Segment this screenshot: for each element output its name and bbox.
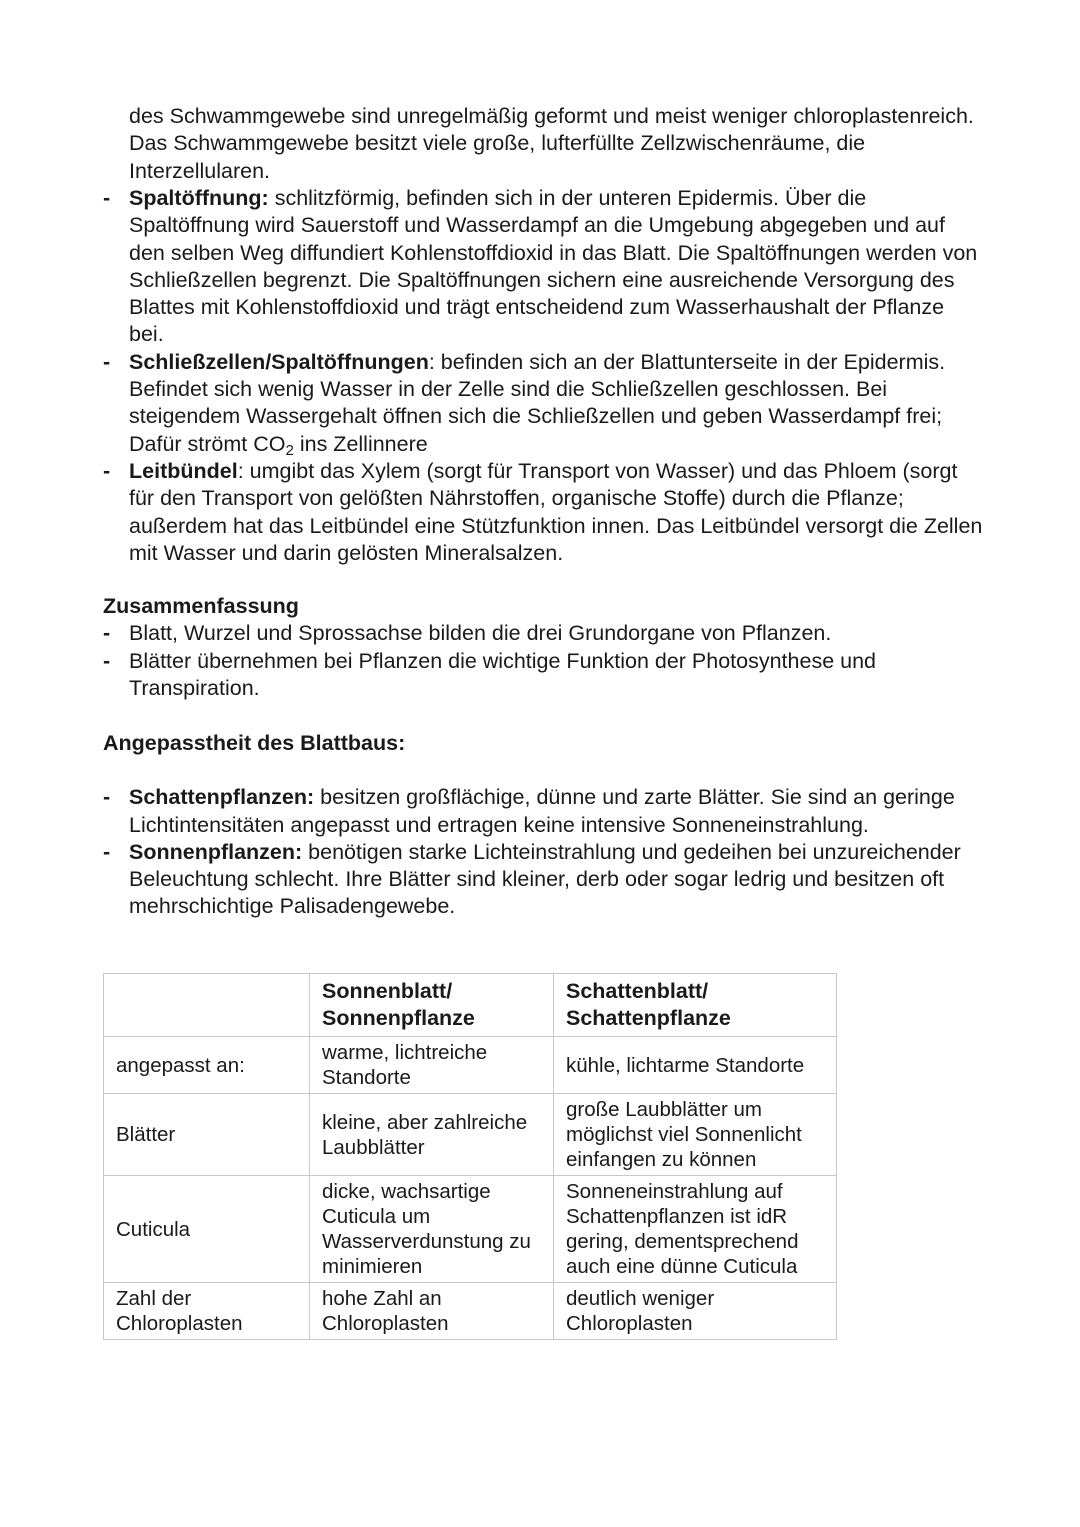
list-dash: - [103, 458, 111, 483]
term-label: Schattenpflanzen: [129, 785, 315, 810]
list-dash: - [103, 785, 111, 810]
term-description-end: ins Zellinnere [293, 431, 428, 456]
term-description: besitzen großflächige, dünne und zarte Blätter. Sie sind an geringe Lichtintensitäten angepasst und ertragen keine intensive Sonneneinstrahlung. [129, 785, 955, 837]
list-dash: - [103, 186, 111, 210]
table-cell: kühle, lichtarme Standorte [554, 1037, 837, 1094]
list-item-spaltoeffnung [103, 185, 983, 349]
table-row [104, 1176, 837, 1283]
term-description: : befinden sich an der Blattunterseite in der Epidermis. Befindet sich wenig Wasser in der Zelle sind die Schließzellen geschlossen. Bei steigendem Wassergehalt öffnen sich die Schließzellen und geben Wasserdampf frei; Dafür strömt CO [129, 349, 946, 456]
table-row [104, 1283, 837, 1340]
term-description: : umgibt das Xylem (sorgt für Transport von Wasser) und das Phloem (sorgt für den Transport von gelößten Nährstoffen, organische Stoffe) durch die Pflanze; außerdem hat das Leitbündel eine Stützfunktion innen. Das Leitbündel versorgt die Zellen mit Wasser und darin gelösten Mineralsalzen. [129, 458, 983, 565]
leaf-structure-list [103, 185, 983, 567]
table-cell: deutlich weniger Chloroplasten [554, 1283, 837, 1340]
table-header-cell: Schattenblatt/ Schattenpflanze [554, 974, 837, 1037]
intro-paragraph: des Schwammgewebe sind unregelmäßig geformt und meist weniger chloroplastenreich. Das Schwammgewebe besitzt viele große, lufterfüllte Zellzwischenräume, die Interzellularen. [129, 104, 974, 183]
table-row [104, 1094, 837, 1176]
list-dash: - [103, 349, 111, 374]
subscript: 2 [285, 441, 294, 459]
table-cell: Blätter [104, 1094, 310, 1176]
list-item [103, 620, 983, 647]
adaptation-list [103, 784, 983, 920]
adaptation-heading: Angepasstheit des Blattbaus: [103, 731, 406, 755]
list-item [103, 648, 983, 703]
table-cell: Zahl der Chloroplasten [104, 1283, 310, 1340]
term-label: Sonnenpflanzen: [129, 839, 303, 864]
table-cell: hohe Zahl an Chloroplasten [310, 1283, 554, 1340]
list-item-sonnenpflanzen [103, 839, 983, 921]
list-dash: - [103, 648, 111, 673]
table-cell: große Laubblätter um möglichst viel Sonnenlicht einfangen zu können [554, 1094, 837, 1176]
table-header-cell [104, 974, 310, 1037]
table-cell: dicke, wachsartige Cuticula um Wasserverdunstung zu minimieren [310, 1176, 554, 1283]
summary-section [103, 593, 983, 702]
leaf-structure-list-section [103, 185, 983, 567]
list-dash: - [103, 621, 111, 646]
table-row [104, 1037, 837, 1094]
comparison-table [103, 973, 837, 1340]
term-label: Leitbündel [129, 458, 238, 483]
summary-list [103, 620, 983, 702]
table-header-cell: Sonnenblatt/ Sonnenpflanze [310, 974, 554, 1037]
table-header-row [104, 974, 837, 1037]
adaptation-section [103, 730, 983, 921]
list-item-leitbuendel [103, 458, 983, 567]
term-description: schlitzförmig, befinden sich in der unteren Epidermis. Über die Spaltöffnung wird Sauerstoff und Wasserdampf an die Umgebung abgegeben und auf den selben Weg diffundiert Kohlenstoffdioxid in das Blatt. Die Spaltöffnungen werden von Schließzellen begrenzt. Die Spaltöffnungen sichern eine ausreichende Versorgung des Blattes mit Kohlenstoffdioxid und trägt entscheidend zum Wasserhaushalt der Pflanze bei. [129, 186, 978, 347]
term-label: Schließzellen/Spaltöffnungen [129, 349, 429, 374]
table-cell: kleine, aber zahlreiche Laubblätter [310, 1094, 554, 1176]
list-item-schattenpflanzen [103, 784, 983, 839]
list-item-text: Blatt, Wurzel und Sprossachse bilden die drei Grundorgane von Pflanzen. [129, 621, 832, 646]
table-cell: angepasst an: [104, 1037, 310, 1094]
term-description: benötigen starke Lichteinstrahlung und gedeihen bei unzureichender Beleuchtung schlecht. Ihre Blätter sind kleiner, derb oder sogar ledrig und besitzen oft mehrschichtige Palisadengewebe. [129, 839, 961, 919]
table-cell: Sonneneinstrahlung auf Schattenpflanzen ist idR gering, dementsprechend auch eine dünne Cuticula [554, 1176, 837, 1283]
list-item-schliesszellen [103, 349, 983, 458]
list-dash: - [103, 839, 111, 864]
table-cell: warme, lichtreiche Standorte [310, 1037, 554, 1094]
table-cell: Cuticula [104, 1176, 310, 1283]
list-item-text: Blätter übernehmen bei Pflanzen die wichtige Funktion der Photosynthese und Transpiration. [129, 648, 876, 700]
term-label: Spaltöffnung: [129, 186, 269, 210]
summary-heading: Zusammenfassung [103, 594, 299, 618]
